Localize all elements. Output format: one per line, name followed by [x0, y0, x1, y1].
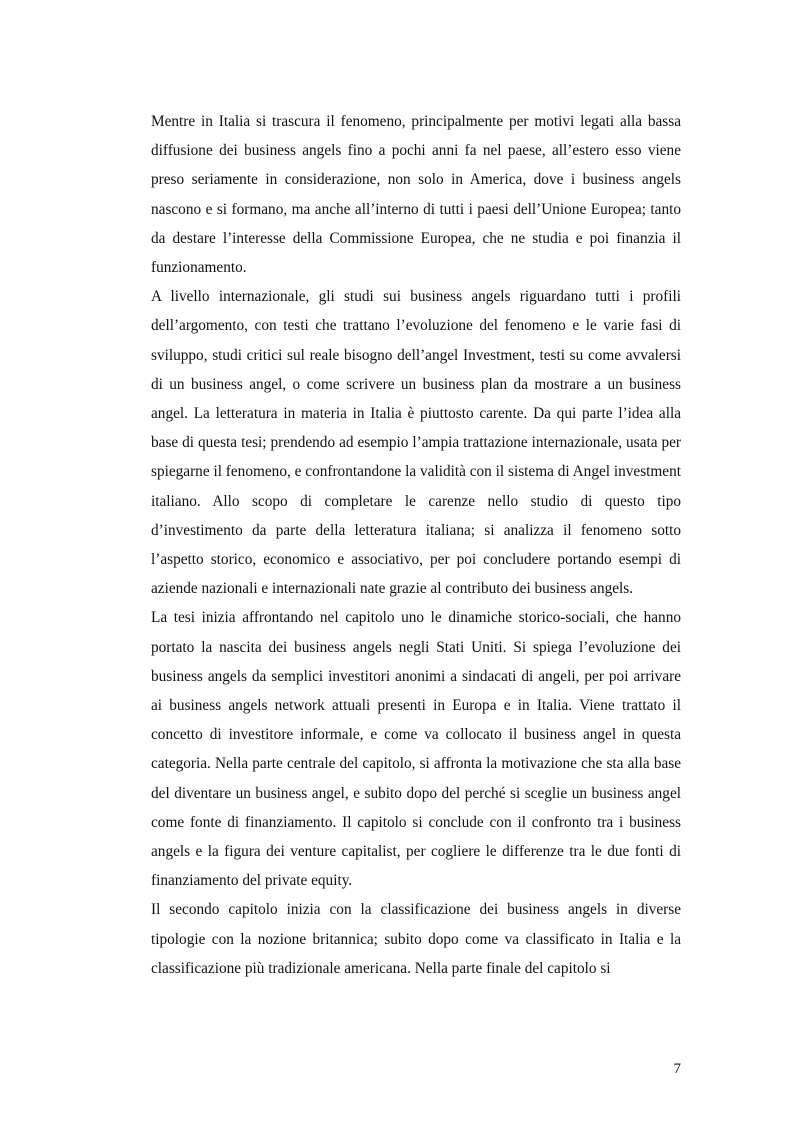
paragraph-1: Mentre in Italia si trascura il fenomeno, principalmente per motivi legati alla bassa diffusione dei business angels fino a pochi anni fa nel paese, all’estero esso viene preso seriamente in considerazione, non solo in America, dove i business angels nascono e si formano, ma anche all’interno di tutti i paesi dell’Unione Europea; tanto da destare l’interesse della Commissione Europea, che ne studia e poi finanzia il funzionamento. [151, 113, 681, 277]
paragraph-4: Il secondo capitolo inizia con la classificazione dei business angels in diverse tipologie con la nozione britannica; subito dopo come va classificato in Italia e la classificazione più tradizionale americana. Nella parte finale del capitolo si [151, 901, 681, 977]
page-body [151, 107, 681, 983]
page-number: 7 [673, 1061, 681, 1077]
paragraph-3: La tesi inizia affrontando nel capitolo uno le dinamiche storico-sociali, che hanno portato la nascita dei business angels negli Stati Uniti. Si spiega l’evoluzione dei business angels da semplici investitori anonimi a sindacati di angeli, per poi arrivare ai business angels network attuali presenti in Europa e in Italia. Viene trattato il concetto di investitore informale, e come va collocato il business angel in questa categoria. Nella parte centrale del capitolo, si affronta la motivazione che sta alla base del diventare un business angel, e subito dopo del perché si sceglie un business angel come fonte di finanziamento. Il capitolo si conclude con il confronto tra i business angels e la figura dei venture capitalist, per cogliere le differenze tra le due fonti di finanziamento del private equity. [151, 609, 681, 890]
paragraph-2: A livello internazionale, gli studi sui business angels riguardano tutti i profili dell’argomento, con testi che trattano l’evoluzione del fenomeno e le varie fasi di sviluppo, studi critici sul reale bisogno dell’angel Investment, testi su come avvalersi di un business angel, o come scrivere un business plan da mostrare a un business angel. La letteratura in materia in Italia è piuttosto carente. Da qui parte l’idea alla base di questa tesi; prendendo ad esempio l’ampia trattazione internazionale, usata per spiegarne il fenomeno, e confrontandone la validità con il sistema di Angel investment italiano. Allo scopo di completare le carenze nello studio di questo tipo d’investimento da parte della letteratura italiana; si analizza il fenomeno sotto l’aspetto storico, economico e associativo, per poi concludere portando esempi di aziende nazionali e internazionali nate grazie al contributo dei business angels. [151, 288, 681, 598]
